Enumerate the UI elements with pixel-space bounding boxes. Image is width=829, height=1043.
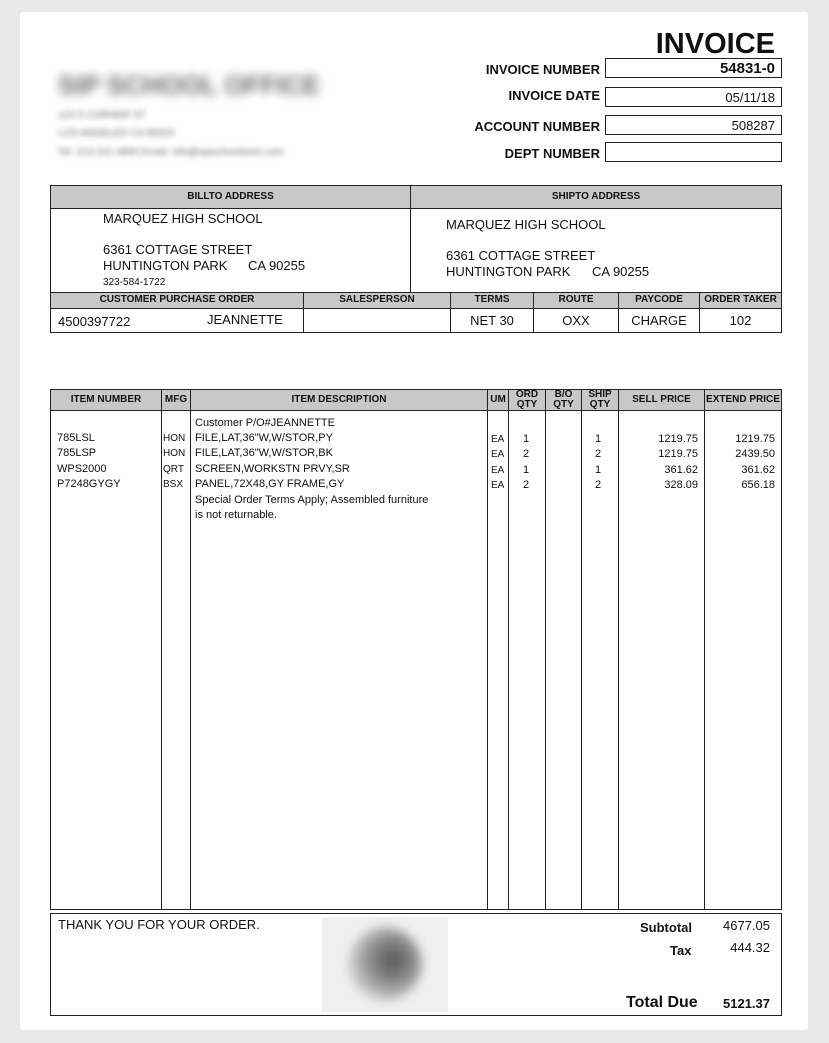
billto-city: HUNTINGTON PARK [103,258,228,273]
shipto-name: MARQUEZ HIGH SCHOOL [446,217,606,232]
items-note-top: Customer P/O#JEANNETTE [195,417,335,429]
shipto-city: HUNTINGTON PARK [446,264,571,279]
item-um: EA [491,434,505,445]
col-sell-price: SELL PRICE [618,389,705,411]
signature-area [322,917,448,1012]
address-divider [410,208,411,293]
item-ord: 2 [523,479,530,491]
subtotal-value: 4677.05 [723,918,770,933]
shipto-state-zip: CA 90255 [592,264,650,279]
item-sell: 1219.75 [658,433,698,445]
paycode-value: CHARGE [618,308,700,333]
col-rule [581,410,582,910]
account-number-value: 508287 [605,115,782,135]
col-um: UM [487,389,509,411]
invoice-page [20,12,808,1030]
item-ext: 656.18 [741,479,775,491]
invoice-number-value: 54831-0 [605,58,782,78]
item-ord: 1 [523,464,530,476]
billto-street: 6361 COTTAGE STREET [103,242,253,257]
subtotal-label: Subtotal [640,920,692,935]
tax-value: 444.32 [730,940,770,955]
col-ship-qty: SHIP QTY [581,389,619,411]
account-number-label: ACCOUNT NUMBER [474,119,600,134]
item-um: EA [491,465,505,476]
item-mfg: QRT [163,464,184,475]
billto-state-zip: CA 90255 [248,258,306,273]
company-address1: 123 S CORNER ST [58,110,146,121]
invoice-title: INVOICE [655,28,775,60]
item-sell: 328.09 [664,479,698,491]
total-label: Total Due [626,994,698,1011]
col-mfg: MFG [161,389,191,411]
stamp-icon [348,927,422,1001]
col-description: ITEM DESCRIPTION [190,389,488,411]
billto-header: BILLTO ADDRESS [50,185,411,209]
item-mfg: HON [163,433,186,444]
item-ext: 1219.75 [735,433,775,445]
invoice-date-value: 05/11/18 [605,87,782,107]
item-number: 785LSP [57,447,97,459]
paycode-header: PAYCODE [618,292,700,309]
item-desc: PANEL,72X48,GY FRAME,GY [195,478,345,490]
item-mfg: BSX [163,479,184,490]
col-item-number: ITEM NUMBER [50,389,162,411]
terms-value: NET 30 [450,308,534,333]
order-taker-header: ORDER TAKER [699,292,782,309]
cpo-name: JEANNETTE [207,312,283,327]
item-desc: SCREEN,WORKSTN PRVY,SR [195,463,350,475]
col-rule [190,410,191,910]
item-ext: 2439.50 [735,448,775,460]
cpo-header: CUSTOMER PURCHASE ORDER [50,292,304,309]
item-sell: 361.62 [664,464,698,476]
invoice-number-label: INVOICE NUMBER [485,62,600,77]
company-name: SIP SCHOOL OFFICE [58,70,320,100]
item-ship: 1 [595,433,602,445]
item-desc: FILE,LAT,36"W,W/STOR,BK [195,447,333,459]
col-rule [545,410,546,910]
tax-label: Tax [670,943,692,958]
route-header: ROUTE [533,292,619,309]
item-number: WPS2000 [57,463,107,475]
item-ord: 1 [523,433,530,445]
col-bo-qty: B/O QTY [545,389,582,411]
invoice-date-label: INVOICE DATE [508,88,600,103]
company-contact: Tel: 213-241-4800 Email: info@sipschoolstore.com [58,147,284,158]
item-mfg: HON [163,448,186,459]
order-taker-value: 102 [699,308,782,333]
col-ord-qty: ORD QTY [508,389,546,411]
terms-header: TERMS [450,292,534,309]
shipto-street: 6361 COTTAGE STREET [446,248,596,263]
col-rule [618,410,619,910]
total-value: 5121.37 [723,996,770,1011]
thanks-text: THANK YOU FOR YOUR ORDER. [58,917,260,932]
item-um: EA [491,449,505,460]
salesperson-header: SALESPERSON [303,292,451,309]
items-note-bottom: is not returnable. [195,509,277,521]
dept-number-label: DEPT NUMBER [504,146,600,161]
company-address2: LOS ANGELES CA 90023 [58,128,175,139]
item-ext: 361.62 [741,464,775,476]
col-rule [487,410,488,910]
items-note-bottom: Special Order Terms Apply; Assembled furniture [195,494,429,506]
item-ship: 2 [595,448,602,460]
item-ord: 2 [523,448,530,460]
item-ship: 1 [595,464,602,476]
billto-name: MARQUEZ HIGH SCHOOL [103,211,263,226]
dept-number-value [605,142,782,162]
item-number: 785LSL [57,432,95,444]
cpo-value: 4500397722 [58,314,131,329]
col-rule [161,410,162,910]
col-rule [508,410,509,910]
col-extend-price: EXTEND PRICE [704,389,782,411]
item-ship: 2 [595,479,602,491]
salesperson-value [303,308,451,333]
item-number: P7248GYGY [57,478,121,490]
billto-phone: 323-584-1722 [103,277,166,288]
item-sell: 1219.75 [658,448,698,460]
item-um: EA [491,480,505,491]
shipto-header: SHIPTO ADDRESS [410,185,782,209]
item-desc: FILE,LAT,36"W,W/STOR,PY [195,432,333,444]
route-value: OXX [533,308,619,333]
